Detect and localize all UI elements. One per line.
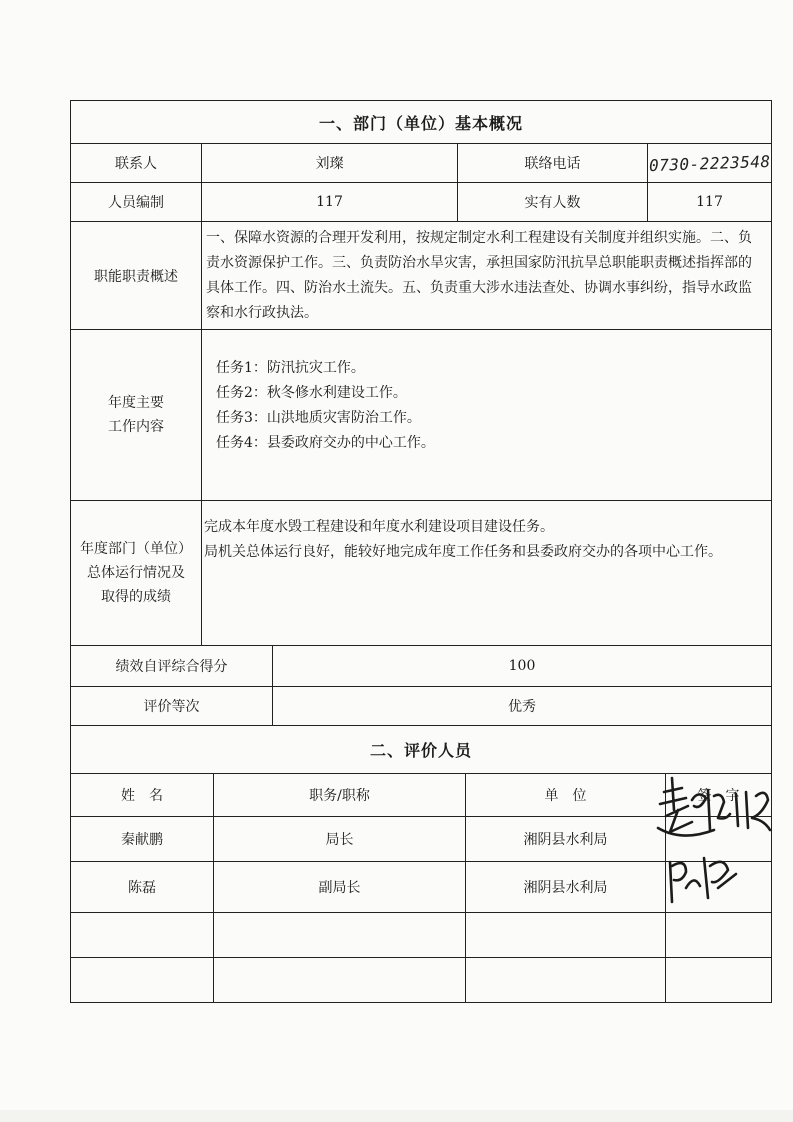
section2-title: 二、评价人员 xyxy=(369,741,472,760)
evaluator-title: 局长 xyxy=(214,817,466,861)
task-item: 任务1：防汛抗灾工作。 xyxy=(216,360,365,376)
evaluator-signature xyxy=(666,958,771,1002)
phone-value: 0730-2223548 xyxy=(648,151,771,175)
section1-title-row xyxy=(70,100,772,144)
score-value: 100 xyxy=(508,658,536,674)
duties-label: 职能职责概述 xyxy=(71,222,202,329)
section1-title: 一、部门（单位）基本概况 xyxy=(318,113,523,133)
task-item: 任务4：县委政府交办的中心工作。 xyxy=(216,435,435,451)
evaluator-name xyxy=(71,958,214,1002)
annual-label-cell xyxy=(71,330,202,500)
overall-label-line1: 年度部门（单位） xyxy=(80,541,192,557)
evaluator-unit: 湘阴县水利局 xyxy=(466,862,666,912)
annual-label-line1: 年度主要 xyxy=(108,395,164,411)
annual-work-row xyxy=(70,330,772,501)
duties-row xyxy=(70,222,772,330)
phone-label: 联络电话 xyxy=(458,144,648,182)
handwritten-signature xyxy=(652,770,782,915)
overall-text-1: 完成本年度水毁工程建设和年度水利建设项目建设任务。 xyxy=(204,519,554,535)
evaluator-signature xyxy=(666,913,771,957)
section2-title-row xyxy=(70,726,772,774)
header-signature: 签 字 xyxy=(697,788,740,804)
header-unit: 单 位 xyxy=(466,774,666,816)
table-row xyxy=(70,913,772,958)
evaluator-title xyxy=(214,913,466,957)
duties-text: 一、保障水资源的合理开发利用，按规定制定水利工程建设有关制度并组织实施。二、负责水资源保护工作。三、负责防治水旱灾害，承担国家防汛抗旱总职能职责概述指挥部的具体工作。四、防治水土流失。五、负责重大涉水违法查处、协调水事纠纷，指导水政监察和水行政执法。 xyxy=(206,230,752,321)
contact-label: 联系人 xyxy=(71,144,202,182)
phone-value-cell xyxy=(648,144,771,182)
task-item: 任务3：山洪地质灾害防治工作。 xyxy=(216,410,421,426)
table-row xyxy=(70,958,772,1003)
score-label: 绩效自评综合得分 xyxy=(71,646,273,686)
header-name: 姓 名 xyxy=(71,774,214,816)
staffing-row xyxy=(70,183,772,222)
overall-label-line3: 取得的成绩 xyxy=(101,589,171,605)
overall-text-2: 局机关总体运行良好，能较好地完成年度工作任务和县委政府交办的各项中心工作。 xyxy=(204,544,722,560)
paper-edge xyxy=(0,1110,793,1122)
staffing-value: 117 xyxy=(202,183,458,221)
staffing-label: 人员编制 xyxy=(71,183,202,221)
actual-value: 117 xyxy=(696,194,723,210)
contact-row xyxy=(70,144,772,183)
evaluator-name: 陈磊 xyxy=(71,862,214,912)
overall-row xyxy=(70,501,772,646)
header-title: 职务/职称 xyxy=(214,774,466,816)
evaluator-unit xyxy=(466,958,666,1002)
evaluator-name: 秦献鹏 xyxy=(71,817,214,861)
evaluator-name xyxy=(71,913,214,957)
overall-label-cell xyxy=(71,501,202,645)
grade-row xyxy=(70,687,772,726)
task-list xyxy=(202,330,771,500)
evaluator-title xyxy=(214,958,466,1002)
actual-label: 实有人数 xyxy=(458,183,648,221)
annual-label-line2: 工作内容 xyxy=(108,419,164,435)
score-row xyxy=(70,646,772,687)
grade-value: 优秀 xyxy=(508,699,536,715)
overall-label-line2: 总体运行情况及 xyxy=(87,565,185,581)
contact-value: 刘璨 xyxy=(202,144,458,182)
evaluator-unit: 湘阴县水利局 xyxy=(466,817,666,861)
evaluator-title: 副局长 xyxy=(214,862,466,912)
task-item: 任务2：秋冬修水利建设工作。 xyxy=(216,385,407,401)
grade-label: 评价等次 xyxy=(71,687,273,725)
evaluator-unit xyxy=(466,913,666,957)
overall-text-cell xyxy=(202,501,771,645)
duties-cell xyxy=(202,222,771,329)
